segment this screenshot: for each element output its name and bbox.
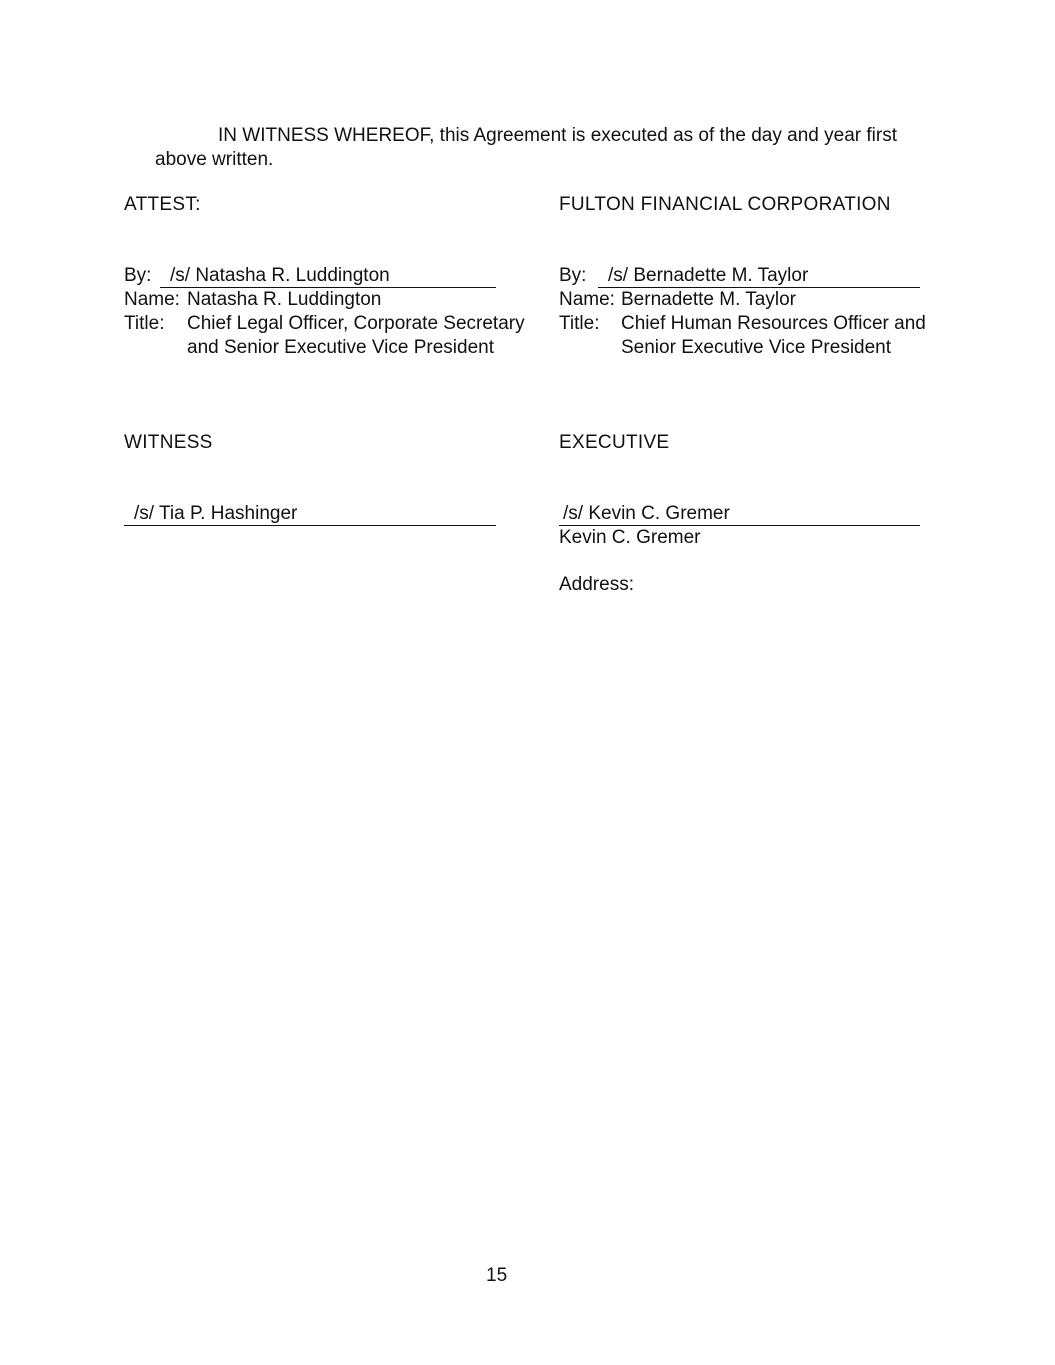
executive-address-label: Address: <box>559 574 634 595</box>
company-by-label: By: <box>559 265 587 286</box>
attest-by-label: By: <box>124 265 152 286</box>
attest-title-line-2: and Senior Executive Vice President <box>187 337 494 358</box>
attest-name: Natasha R. Luddington <box>187 289 382 310</box>
attest-heading: ATTEST: <box>124 194 201 215</box>
intro-line-2: above written. <box>155 149 274 170</box>
company-title-line-2: Senior Executive Vice President <box>621 337 892 358</box>
intro-line-1: IN WITNESS WHEREOF, this Agreement is executed as of the day and year first <box>218 125 897 146</box>
executive-heading: EXECUTIVE <box>559 432 670 453</box>
attest-title-line-1: Chief Legal Officer, Corporate Secretary <box>187 313 525 334</box>
company-title-line-1: Chief Human Resources Officer and <box>621 313 926 334</box>
attest-signature: /s/ Natasha R. Luddington <box>170 265 390 286</box>
witness-heading: WITNESS <box>124 432 213 453</box>
company-signature: /s/ Bernadette M. Taylor <box>608 265 809 286</box>
company-signature-line <box>598 265 920 288</box>
witness-signature: /s/ Tia P. Hashinger <box>134 503 298 524</box>
attest-title-label: Title: <box>124 313 165 334</box>
witness-signature-line <box>124 503 496 526</box>
executive-name: Kevin C. Gremer <box>559 527 701 548</box>
company-name: Bernadette M. Taylor <box>621 289 796 310</box>
company-heading: FULTON FINANCIAL CORPORATION <box>559 194 891 215</box>
company-title-label: Title: <box>559 313 600 334</box>
executive-signature-line <box>559 503 920 526</box>
company-name-label: Name: <box>559 289 615 310</box>
attest-signature-line <box>160 265 496 288</box>
executive-signature: /s/ Kevin C. Gremer <box>563 503 730 524</box>
attest-name-label: Name: <box>124 289 180 310</box>
page-number: 15 <box>486 1265 508 1286</box>
